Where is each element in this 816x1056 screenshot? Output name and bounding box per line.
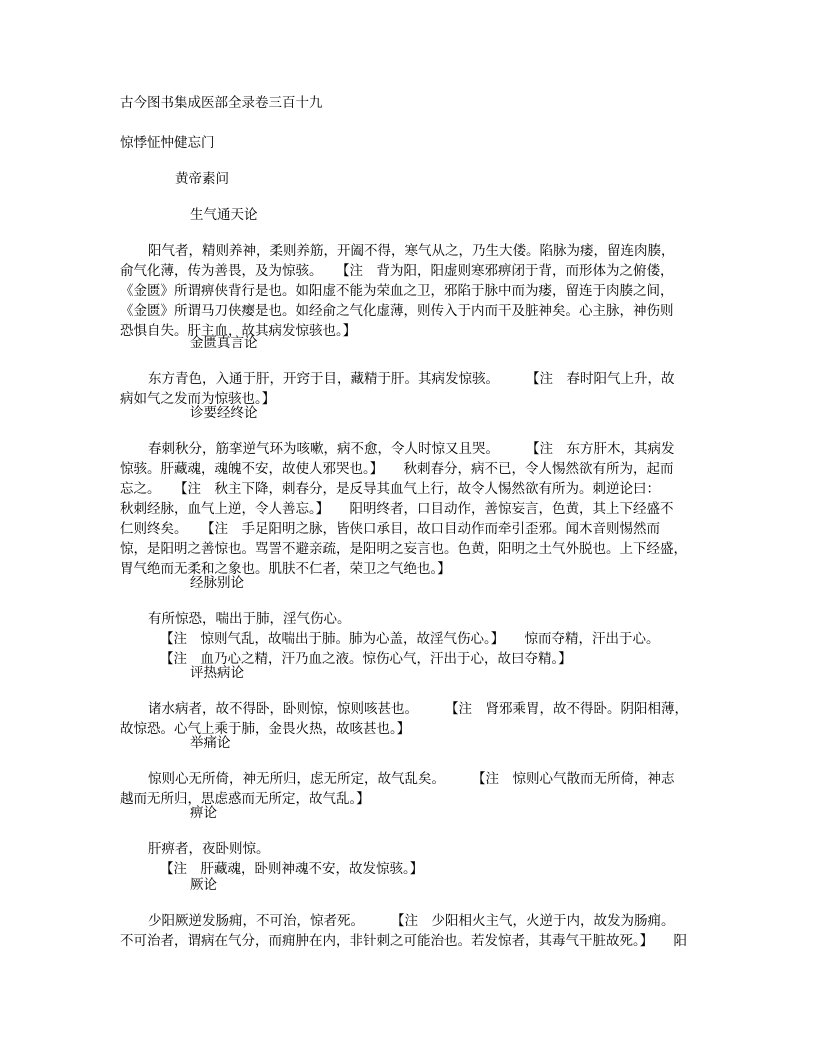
text-line: 少阳厥逆发肠痈，不可治，惊者死。 【注 少阳相火主气，火逆于内，故发为肠痈。	[148, 913, 675, 929]
text-line: 病如气之发而为惊骇也。】	[120, 391, 276, 407]
text-line: 【注 肝藏魂，卧则神魂不安，故发惊骇。】	[160, 861, 424, 877]
text-line: 忘之。 【注 秋主下降，刺春分，是反导其血气上行，故令人惕然欲有所为。刺逆论曰：	[120, 481, 660, 497]
chapter-heading: 金匮真言论	[190, 335, 258, 351]
text-line: 越而无所归，思虑惑而无所定，故气乱。】	[120, 791, 370, 807]
text-line: 《金匮》所谓痹侠背行是也。如阳虚不能为荣血之卫，邪陷于脉中而为瘘，留连于肉腠之间，	[120, 283, 674, 299]
section-title: 惊悸怔忡健忘门	[120, 135, 215, 151]
text-line: 不可治者，谓病在气分，而痈肿在内，非针刺之可能治也。若发惊者，其毒气干脏故死。】 阳	[120, 933, 687, 949]
chapter-heading: 痹论	[190, 805, 217, 821]
text-line: 仁则终矣。 【注 手足阳明之脉，皆侠口承目，故口目动作而牵引歪邪。闻木音则惕然而	[120, 521, 660, 537]
text-line: 恐惧自失。肝主血，故其病发惊骇也。】	[120, 323, 357, 339]
text-line: 阳气者，精则养神，柔则养筋，开阖不得，寒气从之，乃生大偻。陷脉为瘘，留连肉腠，	[148, 243, 675, 259]
text-line: 诸水病者，故不得卧，卧则惊，惊则咳甚也。 【注 肾邪乘胃，故不得卧。阴阳相薄，	[148, 701, 688, 717]
chapter-heading: 评热病论	[190, 665, 244, 681]
text-line: 故惊恐。心气上乘于肺，金畏火热，故咳甚也。】	[120, 721, 411, 737]
text-line: 惊，是阳明之善惊也。骂詈不避亲疏，是阳明之妄言也。色黄，阳明之土气外脱也。上下经盛，	[120, 541, 687, 557]
text-line: 【注 惊则气乱，故喘出于肺。肺为心盖，故淫气伤心。】 惊而夺精，汗出于心。	[160, 631, 660, 647]
text-line: 俞气化薄，传为善畏，及为惊骇。 【注 背为阳，阳虚则寒邪痹闭于背，而形体为之俯偻，	[120, 263, 674, 279]
chapter-heading: 厥论	[190, 877, 217, 893]
chapter-heading: 生气通天论	[190, 207, 258, 223]
text-line: 【注 血乃心之精，汗乃血之液。惊伤心气，汗出于心，故曰夺精。】	[160, 651, 572, 667]
text-line: 东方青色，入通于肝，开窍于目，藏精于肝。其病发惊骇。 【注 春时阳气上升，故	[148, 371, 675, 387]
text-line: 有所惊恐，喘出于肺，淫气伤心。	[148, 611, 351, 627]
book-title: 黄帝素问	[175, 171, 229, 187]
text-line: 肝痹者，夜卧则惊。	[148, 841, 270, 857]
text-line: 秋刺经脉，血气上逆，令人善忘。】 阳明终者，口目动作，善惊妄言，色黄，其上下经盛不	[120, 501, 674, 517]
text-line: 惊骇。肝藏魂，魂魄不安，故使人邪哭也。】 秋刺春分，病不已，令人惕然欲有所为，起而	[120, 461, 674, 477]
text-line: 胃气绝而无柔和之象也。肌肤不仁者，荣卫之气绝也。】	[120, 561, 451, 577]
chapter-heading: 诊要经终论	[190, 405, 258, 421]
text-line: 惊则心无所倚，神无所归，虑无所定，故气乱矣。 【注 惊则心气散而无所倚，神志	[148, 771, 675, 787]
text-line: 春刺秋分，筋挛逆气环为咳嗽，病不愈，令人时惊又且哭。 【注 东方肝木，其病发	[148, 441, 675, 457]
chapter-heading: 经脉别论	[190, 575, 244, 591]
document-title: 古今图书集成医部全录卷三百十九	[120, 95, 323, 111]
text-line: 《金匮》所谓马刀侠瘿是也。如经俞之气化虚薄，则传入于内而干及脏神矣。心主脉，神伤则	[120, 303, 674, 319]
chapter-heading: 举痛论	[190, 735, 231, 751]
